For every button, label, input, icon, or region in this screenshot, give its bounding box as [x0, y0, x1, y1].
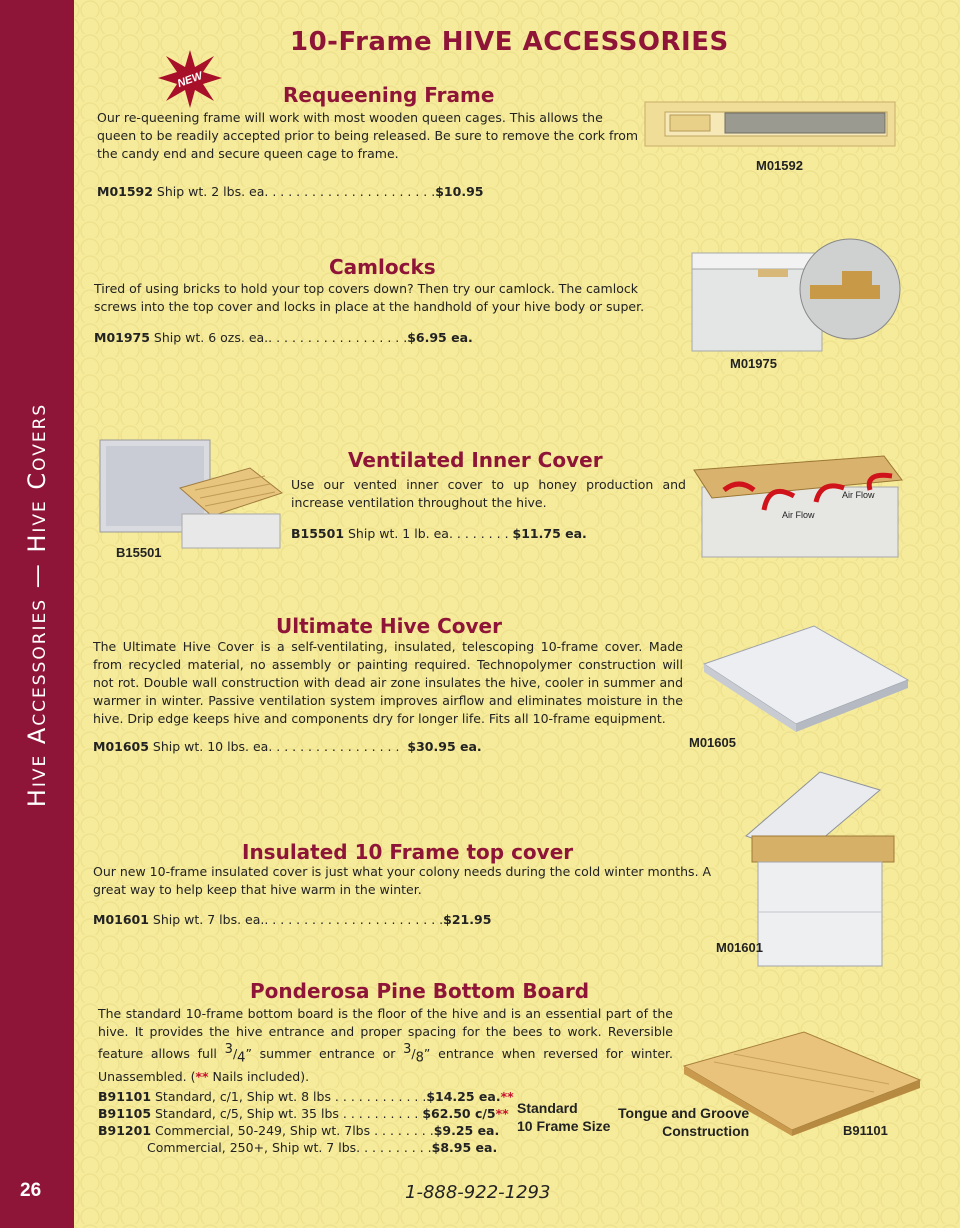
sku: B15501: [291, 526, 345, 541]
requeening-order-line: [97, 184, 483, 199]
insulated-title: Insulated 10 Frame top cover: [242, 840, 574, 864]
inner-cover-order-line: [291, 526, 587, 541]
insulated-order-line: [93, 912, 491, 927]
requeening-title: Requeening Frame: [283, 83, 495, 107]
inner-cover-title: Ventilated Inner Cover: [348, 448, 603, 472]
inner-cover-image-label: B15501: [116, 545, 162, 560]
caption-standard: Standard 10 Frame Size: [517, 1100, 611, 1134]
price: $6.95 ea.: [407, 330, 473, 345]
sidebar-title: Hive Accessories — Hive Covers: [23, 402, 51, 808]
ship-info: Ship wt. 1 lb. ea. . . . . . . .: [348, 526, 509, 541]
airflow-label-left: Air Flow: [782, 510, 815, 520]
ship-info: Ship wt. 10 lbs. ea. . . . . . . . . . . . . . . . .: [152, 739, 400, 754]
price: $10.95: [435, 184, 484, 199]
camlocks-title: Camlocks: [329, 255, 436, 279]
page-title: 10-Frame HIVE ACCESSORIES: [290, 27, 729, 57]
ship-info: Ship wt. 2 lbs. ea. . . . . . . . . . . . . . . . . . . . . .: [156, 184, 436, 199]
price: $21.95: [443, 912, 492, 927]
ultimate-description: The Ultimate Hive Cover is a self-ventilating, insulated, telescoping 10-frame cover. Made from recycled material, no assembly or painting required. Technopolymer construction will not rot. Double wall construction with dead air zone insulates the hive, cooler in summer and warmer in winter. Passive ventilation system improves airflow and eliminates moisture in the hive. Drip edge keeps hive and components dry for longer life. Fits all 10-frame equipment.: [93, 639, 683, 726]
ship-info: Ship wt. 6 ozs. ea.. . . . . . . . . . . . . . . . . .: [153, 330, 408, 345]
sku: M01601: [93, 912, 149, 927]
bottom-board-description: The standard 10-frame bottom board is the floor of the hive and is an essential part of the hive. It provides the hive entrance and proper spacing for the bees to work. Reversible feature allows full $^3/_4$” summer entrance or $^3/_8$” entrance when reversed for winter. Unassembled. (** Nails included).: [98, 1006, 674, 1084]
ultimate-image-label: M01605: [689, 735, 736, 750]
bottom-board-order-list: [98, 1088, 514, 1156]
requeening-frame-image: [645, 100, 895, 150]
insulated-description: Our new 10-frame insulated cover is just what your colony needs during the cold winter months. A great way to help keep that hive warm in the winter.: [93, 864, 712, 897]
bottom-board-image: [684, 1030, 920, 1136]
page-number: 26: [20, 1180, 42, 1201]
inner-cover-image: [100, 438, 282, 553]
camlock-image: [692, 245, 902, 355]
caption-tongue-groove: Tongue and Groove Construction: [618, 1105, 750, 1139]
bottom-board-title: Ponderosa Pine Bottom Board: [250, 979, 590, 1003]
inner-cover-description: Use our vented inner cover to up honey production and increase ventilation throughout the hive.: [291, 477, 686, 510]
price: $30.95 ea.: [407, 739, 482, 754]
bottom-board-image-label: B91101: [843, 1123, 888, 1138]
order-row: B91101 Standard, c/1, Ship wt. 8 lbs . . . . . . . . . . . .$14.25 ea.**: [98, 1089, 514, 1104]
camlocks-order-line: [94, 330, 473, 345]
ultimate-order-line: [93, 739, 482, 754]
airflow-label-right: Air Flow: [842, 490, 875, 500]
ultimate-cover-image: [704, 624, 908, 734]
new-badge-text: NEW: [175, 69, 205, 91]
phone-number: 1-888-922-1293: [405, 1182, 551, 1203]
order-row: B91105 Standard, c/5, Ship wt. 35 lbs . . . . . . . . . . $62.50 c/5**: [98, 1106, 509, 1121]
new-badge-icon: [158, 50, 222, 108]
requeening-image-label: M01592: [756, 158, 803, 173]
ship-info: Ship wt. 7 lbs. ea.. . . . . . . . . . . . . . . . . . . . . . .: [152, 912, 444, 927]
insulated-cover-image: [746, 772, 896, 970]
ultimate-title: Ultimate Hive Cover: [276, 614, 502, 638]
insulated-image-label: M01601: [716, 940, 763, 955]
sku: M01592: [97, 184, 153, 199]
sidebar: [0, 0, 74, 1228]
camlocks-description: Tired of using bricks to hold your top covers down? Then try our camlock. The camlock screws into the top cover and locks in place at the handhold of your hive body or super.: [94, 281, 645, 314]
sku: M01605: [93, 739, 149, 754]
sku: M01975: [94, 330, 150, 345]
airflow-hive-image: [694, 452, 904, 560]
order-row: B91201 Commercial, 50-249, Ship wt. 7lbs . . . . . . . .$9.25 ea.: [98, 1123, 500, 1138]
requeening-description: Our re-queening frame will work with most wooden queen cages. This allows the queen to be readily accepted prior to being released. Be sure to remove the cork from the candy end and secure queen cage to frame.: [97, 110, 639, 161]
order-row: Commercial, 250+, Ship wt. 7 lbs. . . . . . . . . .$8.95 ea.: [147, 1140, 498, 1155]
price: $11.75 ea.: [512, 526, 587, 541]
camlock-image-label: M01975: [730, 356, 777, 371]
